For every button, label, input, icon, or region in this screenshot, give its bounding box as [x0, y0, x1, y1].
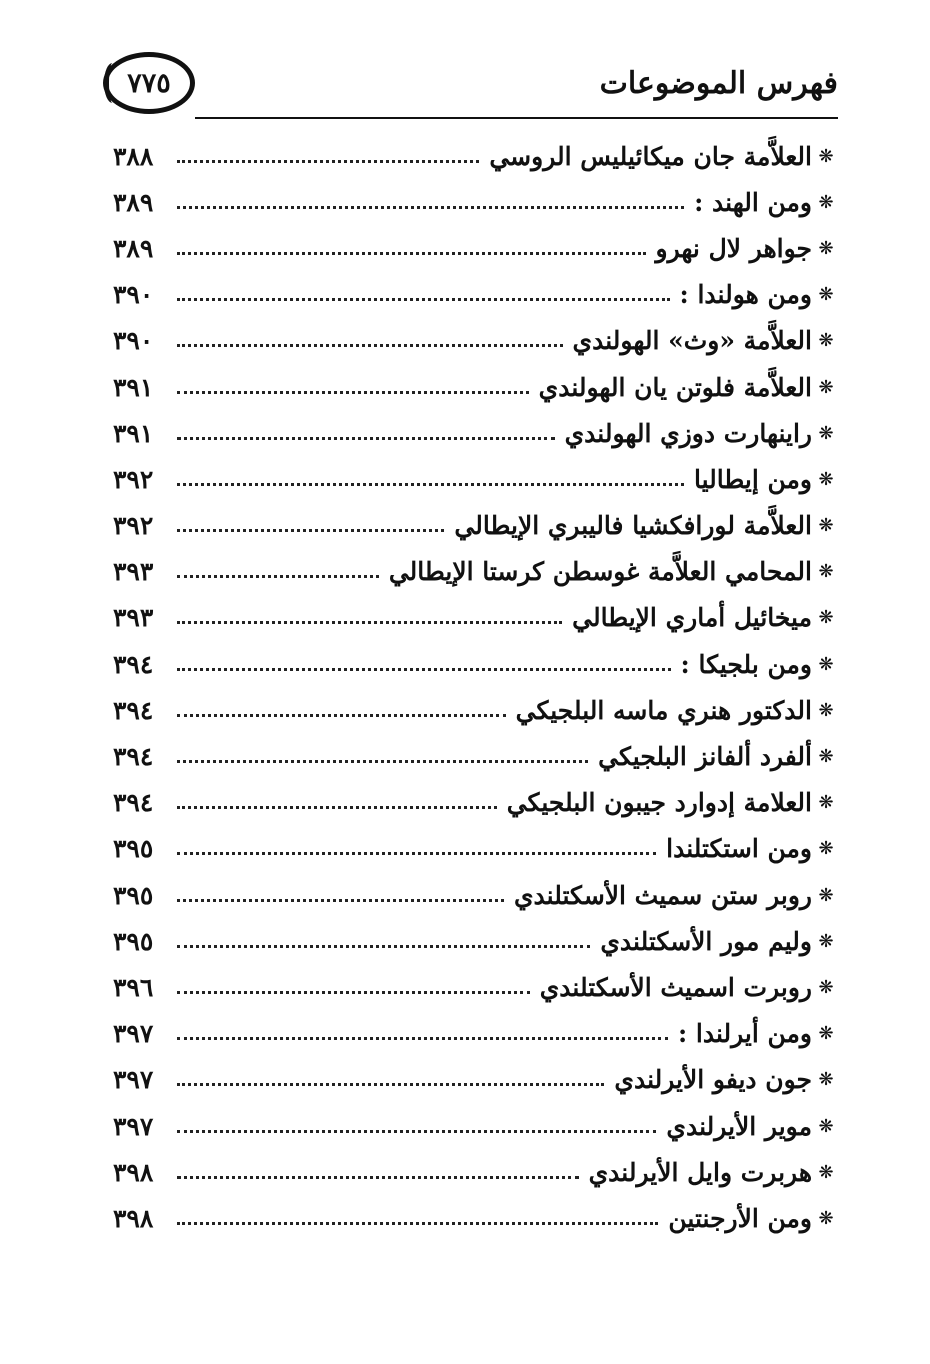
page-header [103, 52, 838, 122]
dot-leader [177, 714, 506, 717]
toc-entry-title: العلاَّمة جان ميكائيليس الروسي [489, 141, 812, 171]
bullet-icon: ❋ [818, 976, 834, 998]
toc-entry-page: ٣٩٠ [113, 326, 154, 356]
dot-leader [177, 621, 562, 624]
toc-entry-title: العلاَّمة «وث» الهولندي [572, 326, 812, 356]
toc-entry-page: ٣٩٥ [113, 834, 154, 864]
toc-entry [113, 826, 838, 872]
dot-leader [177, 1037, 668, 1040]
dot-leader [177, 160, 479, 163]
toc-entry-page: ٣٩٧ [113, 1019, 154, 1049]
toc-entry [113, 364, 838, 410]
toc-entry-page: ٣٨٨ [113, 141, 154, 171]
toc-entry-page: ٣٩٤ [113, 695, 154, 725]
toc-entry-title: ومن أيرلندا : [677, 1019, 812, 1049]
dot-leader [177, 760, 588, 763]
toc-entry-page: ٣٩٤ [113, 742, 154, 772]
table-of-contents [113, 133, 838, 1242]
toc-entry-title: المحامي العلاَّمة غوسطن كرستا الإيطالي [388, 557, 812, 587]
toc-entry-title: ومن الهند : [694, 187, 812, 217]
dot-leader [177, 529, 444, 532]
toc-entry-page: ٣٩٤ [113, 788, 154, 818]
bullet-icon: ❋ [818, 1115, 834, 1137]
dot-leader [177, 1222, 658, 1225]
toc-entry-page: ٣٨٩ [113, 187, 154, 217]
dot-leader [177, 899, 504, 902]
bullet-icon: ❋ [818, 884, 834, 906]
bullet-icon: ❋ [818, 1069, 834, 1091]
dot-leader [177, 206, 684, 209]
dot-leader [177, 437, 555, 440]
toc-entry [113, 410, 838, 456]
bullet-icon: ❋ [818, 422, 834, 444]
toc-entry-title: الدكتور هنري ماسه البلجيكي [515, 695, 812, 725]
bullet-icon: ❋ [818, 1023, 834, 1045]
bullet-icon: ❋ [818, 376, 834, 398]
toc-entry [113, 595, 838, 641]
bullet-icon: ❋ [818, 561, 834, 583]
toc-entry-page: ٣٩٣ [113, 557, 154, 587]
bullet-icon: ❋ [818, 330, 834, 352]
toc-entry-page: ٣٩١ [113, 372, 154, 402]
toc-entry [113, 733, 838, 779]
toc-entry-title: جواهر لال نهرو [655, 233, 812, 263]
toc-entry-title: وليم مور الأسكتلندي [600, 926, 812, 956]
bullet-icon: ❋ [818, 838, 834, 860]
toc-entry [113, 133, 838, 179]
toc-entry [113, 1011, 838, 1057]
toc-entry [113, 456, 838, 502]
bullet-icon: ❋ [818, 930, 834, 952]
toc-entry-page: ٣٩٠ [113, 280, 154, 310]
toc-entry-page: ٣٩٥ [113, 926, 154, 956]
toc-entry [113, 872, 838, 918]
toc-entry [113, 503, 838, 549]
toc-entry-page: ٣٩٢ [113, 511, 154, 541]
dot-leader [177, 806, 497, 809]
toc-entry [113, 1149, 838, 1195]
toc-entry-page: ٣٩٤ [113, 649, 154, 679]
toc-entry-title: راينهارت دوزي الهولندي [564, 418, 812, 448]
dot-leader [177, 1130, 656, 1133]
toc-entry-title: روبرت اسميث الأسكتلندي [539, 972, 812, 1002]
toc-entry [113, 641, 838, 687]
toc-entry [113, 179, 838, 225]
toc-entry [113, 1195, 838, 1241]
dot-leader [177, 298, 670, 301]
toc-entry [113, 225, 838, 271]
dot-leader [177, 852, 656, 855]
toc-entry [113, 272, 838, 318]
toc-entry-title: ميخائيل أماري الإيطالي [572, 603, 812, 633]
bullet-icon: ❋ [818, 653, 834, 675]
toc-entry-title: العلامة إدوارد جيبون البلجيكي [506, 788, 812, 818]
toc-entry-page: ٣٩٣ [113, 603, 154, 633]
toc-entry-page: ٣٩٨ [113, 1203, 154, 1233]
toc-entry-title: ومن هولندا : [679, 280, 812, 310]
dot-leader [177, 252, 646, 255]
bullet-icon: ❋ [818, 792, 834, 814]
toc-entry [113, 780, 838, 826]
toc-entry-title: روبر ستن سميث الأسكتلندي [513, 880, 812, 910]
toc-entry-page: ٣٩٧ [113, 1065, 154, 1095]
toc-entry-title: ومن استكتلندا [666, 834, 812, 864]
bullet-icon: ❋ [818, 699, 834, 721]
toc-entry-title: جون ديفو الأيرلندي [614, 1065, 812, 1095]
header-rule [195, 117, 838, 119]
dot-leader [177, 1176, 579, 1179]
bullet-icon: ❋ [818, 145, 834, 167]
toc-entry-title: العلاَّمة فلوتن يان الهولندي [538, 372, 812, 402]
dot-leader [177, 945, 590, 948]
toc-entry [113, 918, 838, 964]
dot-leader [177, 483, 684, 486]
toc-entry-page: ٣٩٨ [113, 1157, 154, 1187]
dot-leader [177, 575, 379, 578]
page-number: ٧٧٥ [103, 52, 195, 114]
bullet-icon: ❋ [818, 746, 834, 768]
dot-leader [177, 991, 530, 994]
toc-entry-title: ومن إيطاليا [693, 464, 812, 494]
toc-entry-page: ٣٩٥ [113, 880, 154, 910]
toc-entry-page: ٣٩١ [113, 418, 154, 448]
toc-entry [113, 687, 838, 733]
bullet-icon: ❋ [818, 1161, 834, 1183]
dot-leader [177, 344, 563, 347]
toc-entry [113, 1103, 838, 1149]
toc-entry-title: ومن الأرجنتين [668, 1203, 812, 1233]
toc-entry-page: ٣٩٧ [113, 1111, 154, 1141]
dot-leader [177, 391, 529, 394]
toc-entry-title: موير الأيرلندي [666, 1111, 812, 1141]
bullet-icon: ❋ [818, 191, 834, 213]
dot-leader [177, 1083, 604, 1086]
bullet-icon: ❋ [818, 237, 834, 259]
toc-entry-title: العلاَّمة لورافكشيا فاليبري الإيطالي [454, 511, 812, 541]
toc-entry-page: ٣٩٢ [113, 464, 154, 494]
toc-entry-page: ٣٨٩ [113, 233, 154, 263]
bullet-icon: ❋ [818, 1207, 834, 1229]
page-title: فهرس الموضوعات [599, 66, 838, 101]
toc-entry-page: ٣٩٦ [113, 972, 154, 1002]
toc-entry [113, 1057, 838, 1103]
toc-entry [113, 549, 838, 595]
bullet-icon: ❋ [818, 515, 834, 537]
toc-entry [113, 318, 838, 364]
dot-leader [177, 668, 671, 671]
bullet-icon: ❋ [818, 284, 834, 306]
bullet-icon: ❋ [818, 468, 834, 490]
toc-entry-title: ألفرد ألفانز البلجيكي [598, 742, 812, 772]
bullet-icon: ❋ [818, 607, 834, 629]
toc-entry [113, 964, 838, 1010]
toc-entry-title: هربرت وايل الأيرلندي [588, 1157, 812, 1187]
toc-entry-title: ومن بلجيكا : [680, 649, 812, 679]
